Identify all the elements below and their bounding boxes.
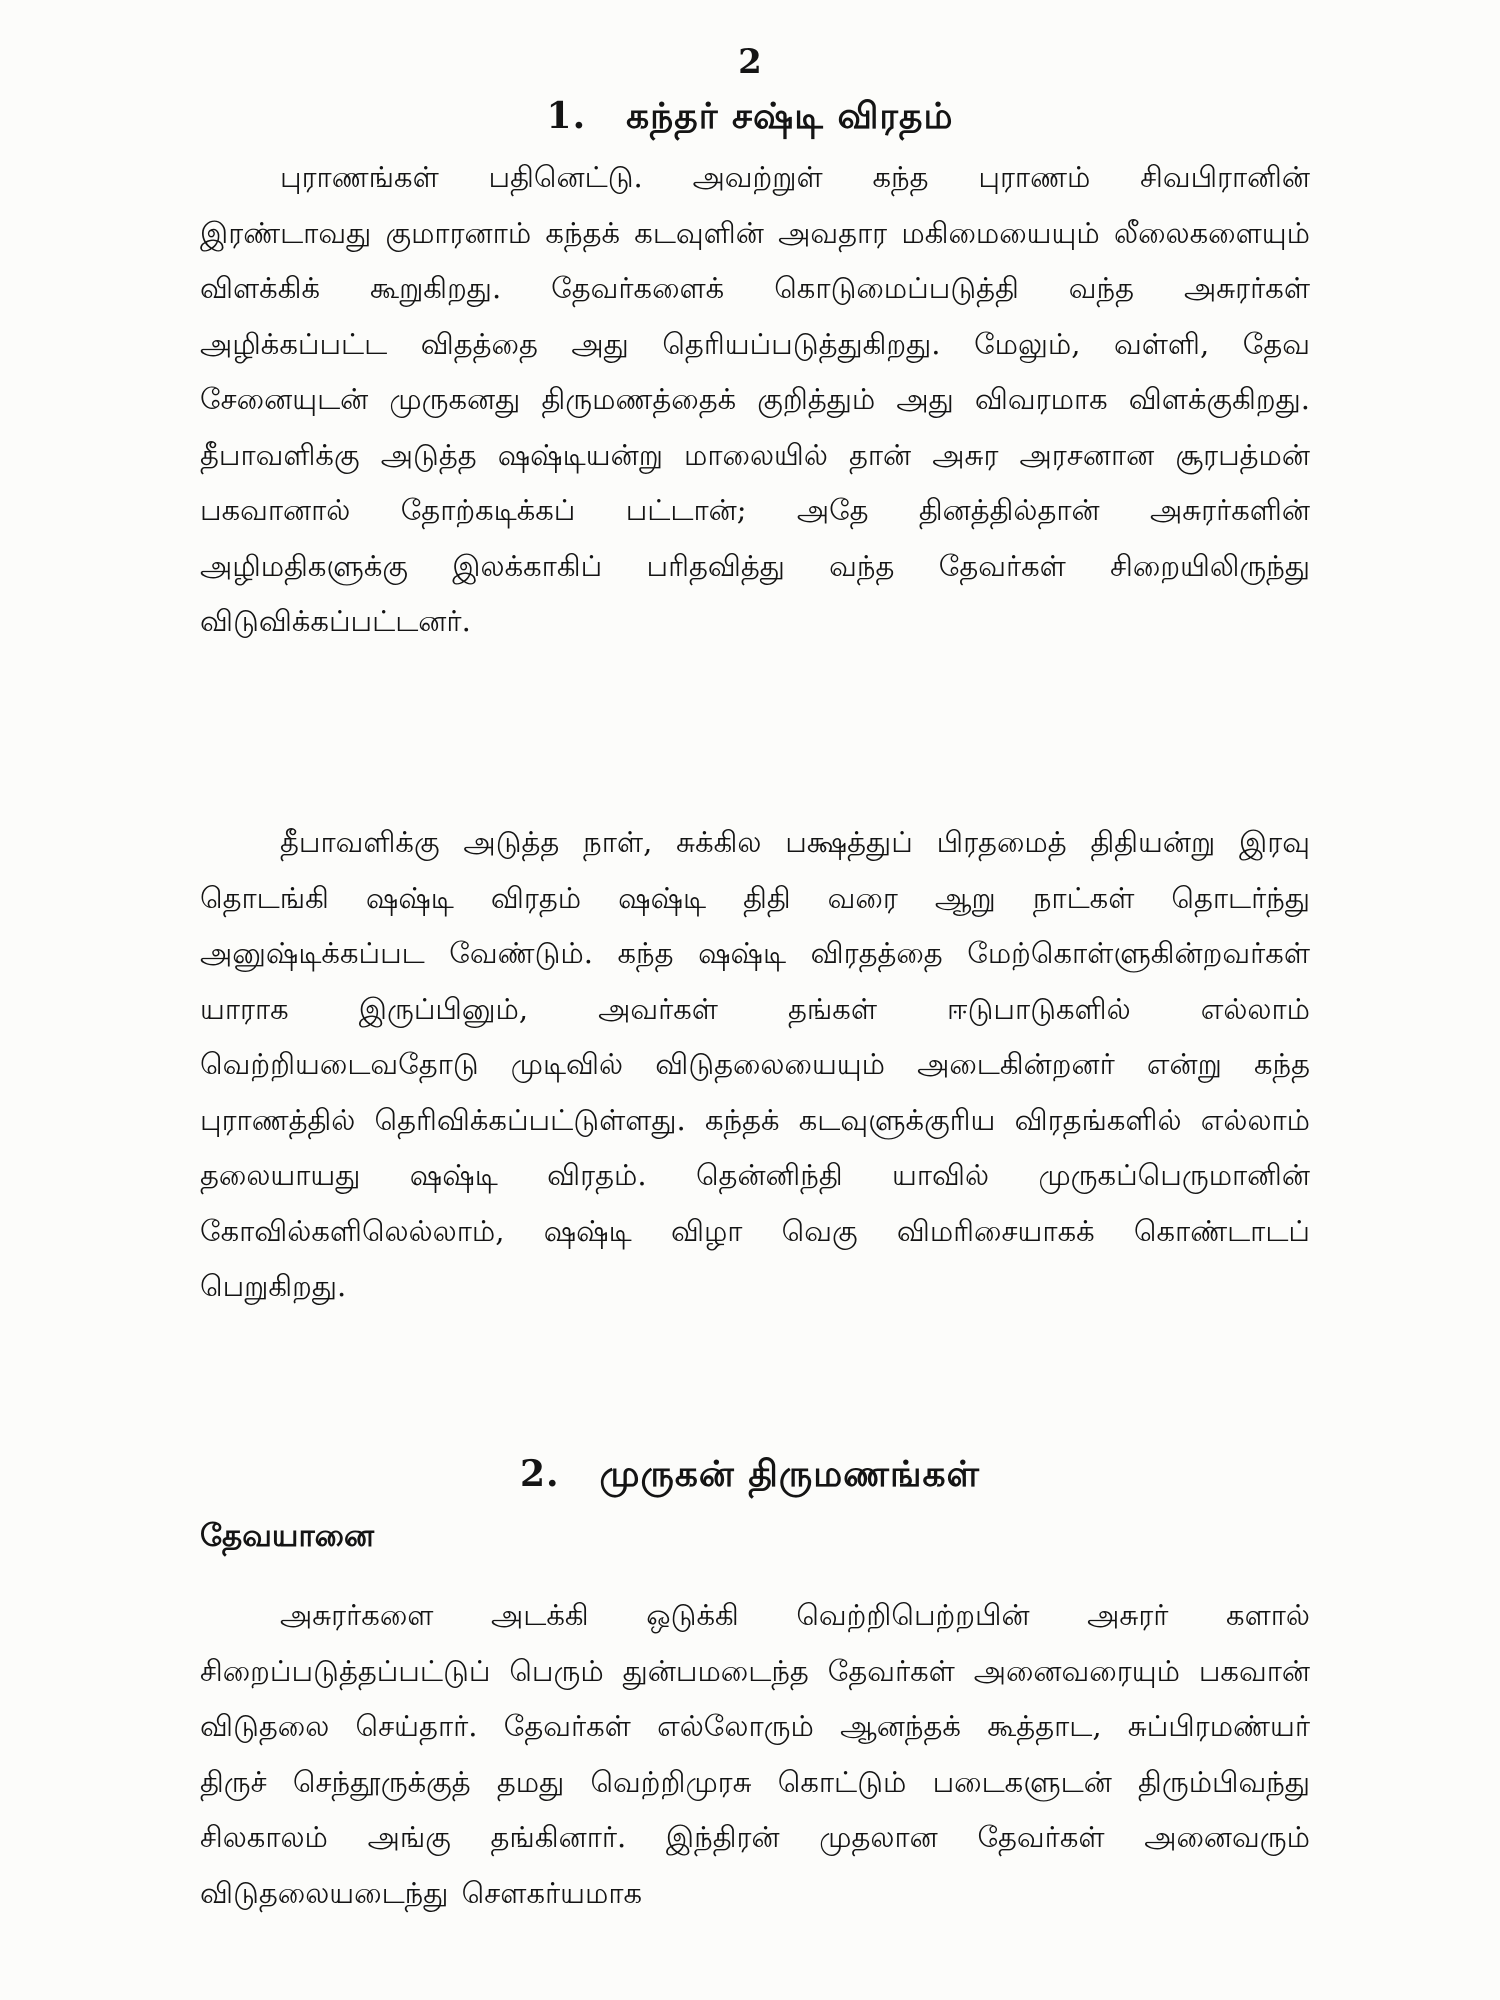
section-2-heading bbox=[0, 1450, 1500, 1498]
section-2-title: முருகன் திருமணங்கள் bbox=[599, 1453, 981, 1495]
section-2-number: 2. bbox=[519, 1453, 560, 1495]
section-1-heading bbox=[0, 92, 1500, 140]
section-2-paragraph-1: அசுரர்களை அடக்கி ஒடுக்கி வெற்றிபெற்றபின் அசுரர் களால் சிறைப்படுத்தப்பட்டுப் பெரும் துன்பமடைந்த தேவர்கள் அனைவரையும் பகவான் விடுதலை செய்தார். தேவர்கள் எல்லோரும் ஆனந்தக் கூத்தாட, சுப்பிரமண்யர் திருச் செந்தூருக்குத் தமது வெற்றிமுரசு கொட்டும் படைகளுடன் திரும்பிவந்து சிலகாலம் அங்கு தங்கினார். இந்திரன் முதலான தேவர்கள் அனைவரும் விடுதலையடைந்து சௌகர்யமாக bbox=[200, 1598, 1310, 1910]
section-1-number: 1. bbox=[546, 95, 587, 137]
section-1-paragraph-1: புராணங்கள் பதினெட்டு. அவற்றுள் கந்த புராணம் சிவபிரானின் இரண்டாவது குமாரனாம் கந்தக் கடவுளின் அவதார மகிமையையும் லீலைகளையும் விளக்கிக் கூறுகிறது. தேவர்களைக் கொடுமைப்படுத்தி வந்த அசுரர்கள் அழிக்கப்பட்ட விதத்தை அது தெரியப்படுத்துகிறது. மேலும், வள்ளி, தேவ சேனையுடன் முருகனது திருமணத்தைக் குறித்தும் அது விவரமாக விளக்குகிறது. தீபாவளிக்கு அடுத்த ஷஷ்டியன்று மாலையில் தான் அசுர அரசனான சூரபத்மன் பகவானால் தோற்கடிக்கப் பட்டான்; அதே தினத்தில்தான் அசுரர்களின் அழிமதிகளுக்கு இலக்காகிப் பரிதவித்து வந்த தேவர்கள் சிறையிலிருந்து விடுவிக்கப்பட்டனர். bbox=[200, 160, 1310, 638]
page-number: 2 bbox=[738, 42, 762, 82]
section-1-paragraph-2: தீபாவளிக்கு அடுத்த நாள், சுக்கில பக்ஷத்துப் பிரதமைத் திதியன்று இரவு தொடங்கி ஷஷ்டி விரதம் ஷஷ்டி திதி வரை ஆறு நாட்கள் தொடர்ந்து அனுஷ்டிக்கப்பட வேண்டும். கந்த ஷஷ்டி விரதத்தை மேற்கொள்ளுகின்றவர்கள் யாராக இருப்பினும், அவர்கள் தங்கள் ஈடுபாடுகளில் எல்லாம் வெற்றியடைவதோடு முடிவில் விடுதலையையும் அடைகின்றனர் என்று கந்த புராணத்தில் தெரிவிக்கப்பட்டுள்ளது. கந்தக் கடவுளுக்குரிய விரதங்களில் எல்லாம் தலையாயது ஷஷ்டி விரதம். தென்னிந்தி யாவில் முருகப்பெருமானின் கோவில்களிலெல்லாம், ஷஷ்டி விழா வெகு விமரிசையாகக் கொண்டாடப் பெறுகிறது. bbox=[200, 825, 1310, 1303]
section-1-title: கந்தர் சஷ்டி விரதம் bbox=[626, 95, 954, 137]
section-2-subheading: தேவயானை bbox=[200, 1518, 375, 1554]
